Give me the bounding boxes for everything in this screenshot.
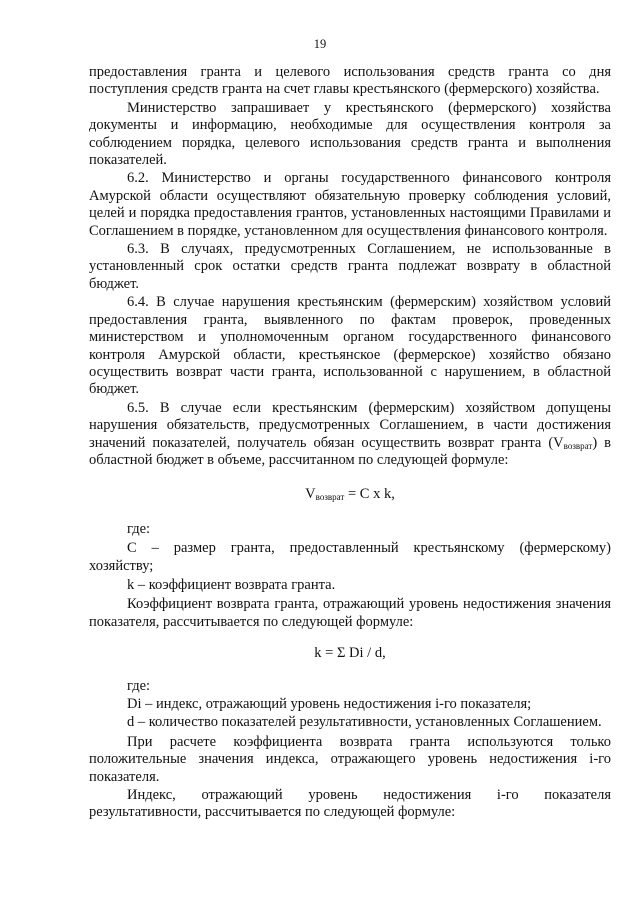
paragraph-6-5-start: 6.5. В случае если крестьянским (фермерским) хозяйством допущены нарушения обязательств, предусмотренных Соглашением, в части достижения значений показателей, получатель обязан осуществить возврат гранта (V (89, 399, 611, 451)
paragraph-continuation: предоставления гранта и целевого использования средств гранта со дня поступления средств гранта на счет главы крестьянского (фермерского) хозяйства. (89, 64, 611, 98)
paragraph-positive-values: При расчете коэффициента возврата гранта используются только положительные значения индекса, отражающего уровень недостижения i-го показателя. (89, 733, 611, 785)
definition-c: С – размер гранта, предоставленный крестьянскому (фермерскому) хозяйству; (89, 540, 611, 574)
formula-refund-subscript: возврат (315, 492, 345, 503)
formula-refund-rest: = C x k, (344, 486, 395, 503)
paragraph-6-2: 6.2. Министерство и органы государственного финансового контроля Амурской области осуществляют обязательную проверку соблюдения условий, целей и порядка предоставления грантов, установленных настоящими Правилами и Соглашением в порядке, установленном для осуществления финансового контроля. (89, 170, 611, 239)
page-body (89, 64, 611, 822)
definition-k: k – коэффициент возврата гранта. (127, 576, 336, 593)
paragraph-index: Индекс, отражающий уровень недостижения i-го показателя результативности, рассчитывается по следующей формуле: (89, 787, 611, 821)
paragraph-6-5-end: ) в областной бюджет в объеме, рассчитанном по следующей формуле: (89, 434, 611, 468)
paragraph-6-5-subscript: возврат (563, 440, 593, 451)
definition-di: Di – индекс, отражающий уровень недостижения i-го показателя; (127, 696, 532, 712)
paragraph-6-4: 6.4. В случае нарушения крестьянским (фермерским) хозяйством условий предоставления гранта, выявленного по фактам проверок, проведенных министерством и уполномоченным органом государственного финансового контроля Амурской области, крестьянское (фермерское) хозяйство обязано осуществить возврат части гранта, использованной с нарушением, в областной бюджет. (89, 294, 611, 398)
formula-refund-v: V (305, 486, 316, 503)
definition-d: d – количество показателей результативности, установленных Соглашением. (127, 714, 602, 731)
formula-coefficient: k = Σ Di / d, (314, 645, 386, 662)
paragraph-6-5 (89, 400, 611, 470)
paragraph-coefficient: Коэффициент возврата гранта, отражающий уровень недостижения значения показателя, рассчитывается по следующей формуле: (89, 596, 611, 630)
formula-refund (89, 486, 611, 503)
paragraph-6-3: 6.3. В случаях, предусмотренных Соглашением, не использованные в установленный срок остатки средств гранта подлежат возврату в областной бюджет. (89, 241, 611, 292)
where-label-2: где: (127, 677, 151, 694)
paragraph-ministry-request: Министерство запрашивает у крестьянского (фермерского) хозяйства документы и информацию, необходимые для осуществления контроля за соблюдением порядка, целевого использования средств гранта и выполнения показателей. (89, 99, 611, 169)
where-label-1: где: (127, 520, 151, 537)
page-number: 19 (313, 37, 327, 51)
